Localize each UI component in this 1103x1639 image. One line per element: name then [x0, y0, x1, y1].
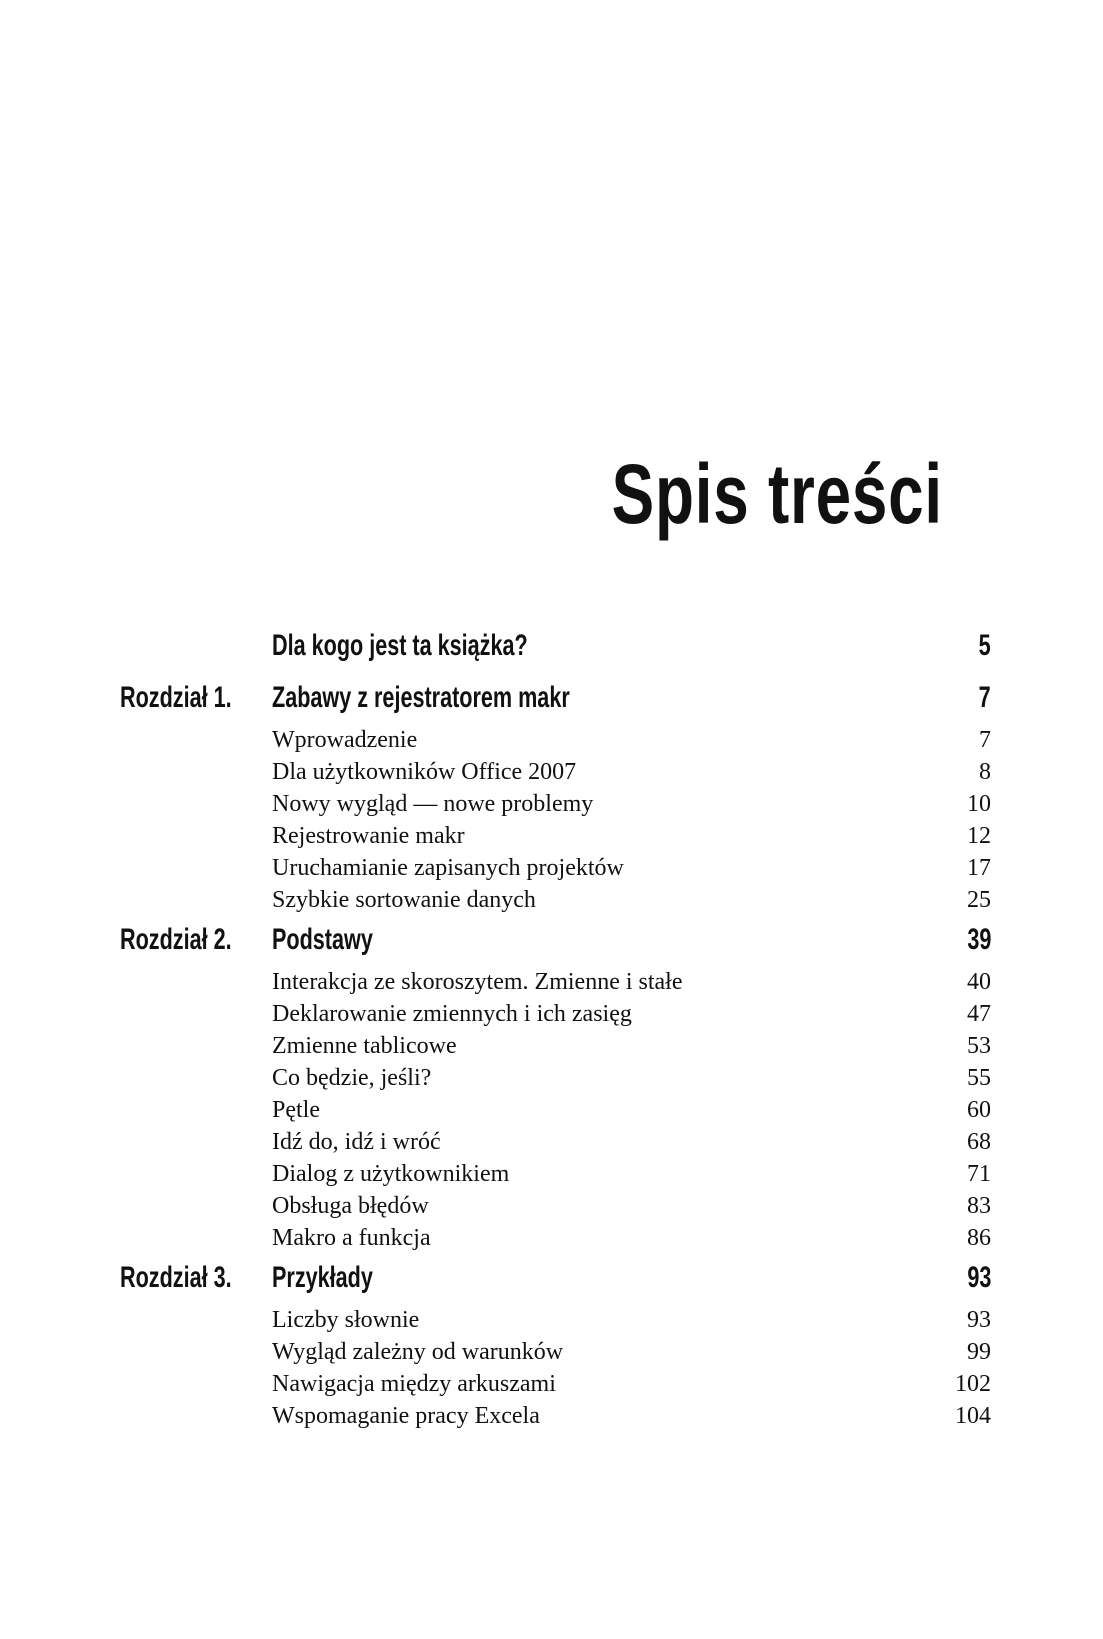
section-entry[interactable]	[0, 852, 1103, 884]
section-title: Szybkie sortowanie danych	[272, 887, 536, 913]
section-entry[interactable]	[0, 1304, 1103, 1336]
section-page-number: 99	[967, 1339, 991, 1365]
section-title: Deklarowanie zmiennych i ich zasięg	[272, 1001, 632, 1027]
section-title: Nowy wygląd — nowe problemy	[272, 791, 594, 817]
section-title: Pętle	[272, 1097, 320, 1123]
section-title: Obsługa błędów	[272, 1193, 429, 1219]
section-entry[interactable]	[0, 1222, 1103, 1254]
section-entry[interactable]	[0, 724, 1103, 756]
section-title: Wygląd zależny od warunków	[272, 1339, 564, 1365]
section-entry[interactable]	[0, 1030, 1103, 1062]
section-page-number: 17	[967, 855, 991, 881]
section-page-number: 53	[967, 1033, 991, 1059]
section-page-number: 10	[967, 791, 991, 817]
section-entry[interactable]	[0, 1368, 1103, 1400]
chapter-block	[0, 1258, 1103, 1432]
chapter-label: Rozdział 2.	[120, 923, 232, 956]
intro-title: Dla kogo jest ta książka?	[272, 629, 528, 662]
section-page-number: 102	[955, 1371, 991, 1397]
section-page-number: 71	[967, 1161, 991, 1187]
table-of-contents	[0, 626, 1103, 1436]
chapter-heading[interactable]	[0, 920, 1103, 966]
toc-intro-entry[interactable]	[0, 626, 1103, 678]
section-entry[interactable]	[0, 1190, 1103, 1222]
section-title: Interakcja ze skoroszytem. Zmienne i stałe	[272, 969, 683, 995]
section-title: Uruchamianie zapisanych projektów	[272, 855, 624, 881]
section-title: Rejestrowanie makr	[272, 823, 465, 849]
section-entry[interactable]	[0, 1062, 1103, 1094]
section-page-number: 40	[967, 969, 991, 995]
section-title: Nawigacja między arkuszami	[272, 1371, 556, 1397]
section-entry[interactable]	[0, 1126, 1103, 1158]
section-page-number: 83	[967, 1193, 991, 1219]
page-title: Spis treści	[611, 447, 943, 541]
section-entry[interactable]	[0, 966, 1103, 998]
chapter-title: Podstawy	[272, 923, 373, 956]
section-page-number: 104	[955, 1403, 991, 1429]
chapter-page-number: 93	[966, 1261, 991, 1294]
section-entry[interactable]	[0, 788, 1103, 820]
section-title: Dialog z użytkownikiem	[272, 1161, 510, 1187]
chapter-page-number: 7	[978, 681, 991, 714]
chapter-title: Przykłady	[272, 1261, 373, 1294]
section-title: Wspomaganie pracy Excela	[272, 1403, 540, 1429]
section-title: Idź do, idź i wróć	[272, 1129, 441, 1155]
chapter-block	[0, 920, 1103, 1254]
section-title: Co będzie, jeśli?	[272, 1065, 432, 1091]
section-page-number: 47	[967, 1001, 991, 1027]
section-entry[interactable]	[0, 1400, 1103, 1432]
section-entry[interactable]	[0, 1094, 1103, 1126]
section-title: Makro a funkcja	[272, 1225, 431, 1251]
section-page-number: 86	[967, 1225, 991, 1251]
section-page-number: 7	[979, 727, 991, 753]
section-entry[interactable]	[0, 884, 1103, 916]
chapter-title: Zabawy z rejestratorem makr	[272, 681, 570, 714]
section-entry[interactable]	[0, 820, 1103, 852]
section-title: Liczby słownie	[272, 1307, 420, 1333]
chapter-page-number: 39	[966, 923, 991, 956]
section-entry[interactable]	[0, 1336, 1103, 1368]
section-entry[interactable]	[0, 756, 1103, 788]
section-page-number: 55	[967, 1065, 991, 1091]
section-page-number: 93	[967, 1307, 991, 1333]
section-page-number: 68	[967, 1129, 991, 1155]
chapter-block	[0, 678, 1103, 916]
section-entry[interactable]	[0, 1158, 1103, 1190]
section-title: Wprowadzenie	[272, 727, 418, 753]
chapter-heading[interactable]	[0, 678, 1103, 724]
section-page-number: 25	[967, 887, 991, 913]
section-title: Zmienne tablicowe	[272, 1033, 457, 1059]
chapter-label: Rozdział 1.	[120, 681, 232, 714]
section-page-number: 60	[967, 1097, 991, 1123]
section-page-number: 12	[967, 823, 991, 849]
section-title: Dla użytkowników Office 2007	[272, 759, 577, 785]
chapter-list	[0, 678, 1103, 1432]
chapter-heading[interactable]	[0, 1258, 1103, 1304]
section-page-number: 8	[979, 759, 991, 785]
intro-page-number: 5	[978, 629, 991, 662]
section-entry[interactable]	[0, 998, 1103, 1030]
chapter-label: Rozdział 3.	[120, 1261, 232, 1294]
